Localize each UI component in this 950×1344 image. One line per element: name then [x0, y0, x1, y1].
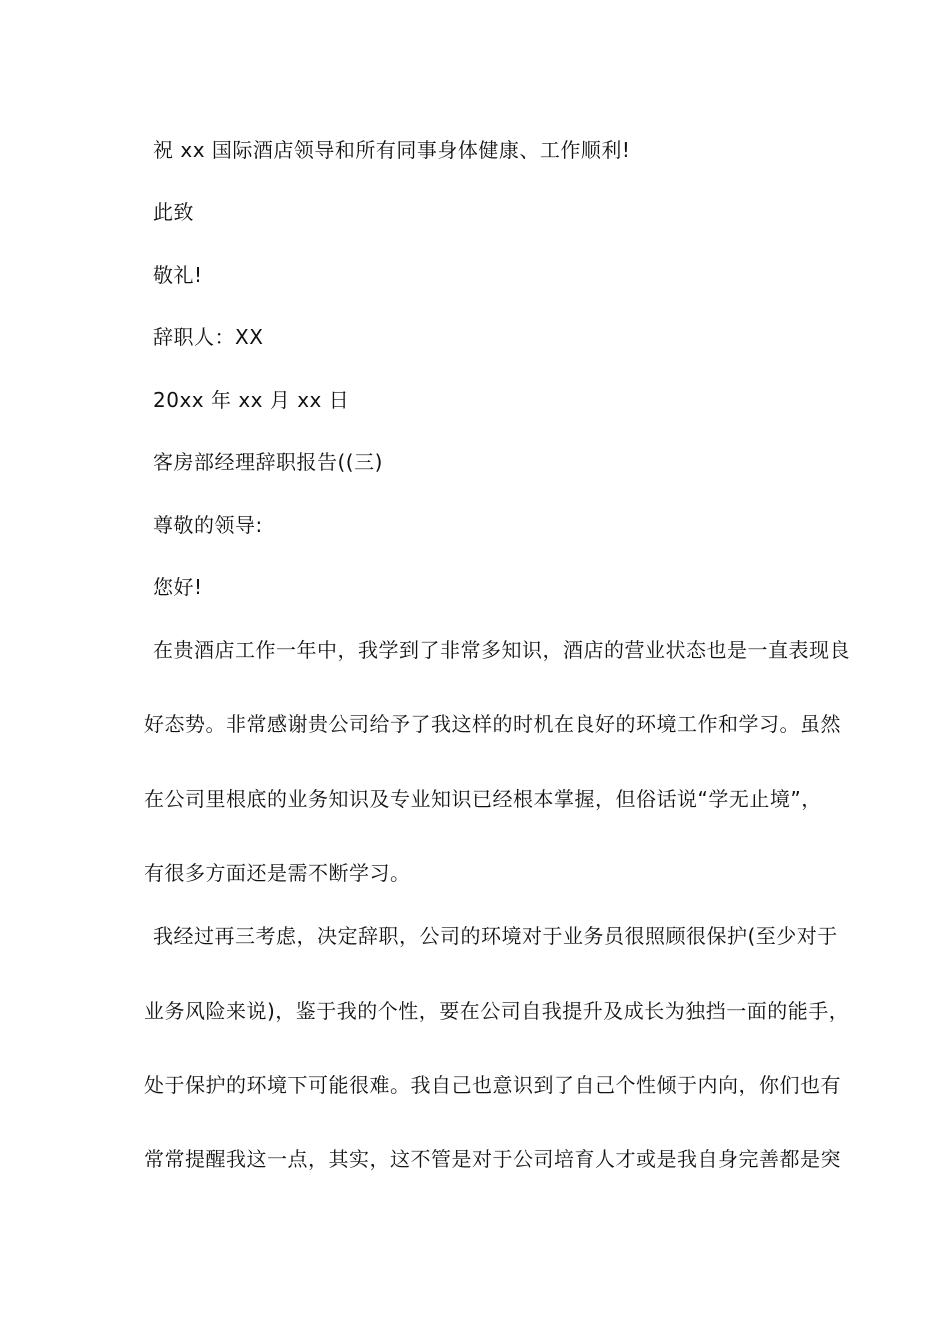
greeting: 您好! — [153, 575, 203, 599]
closing-wish: 祝 xx 国际酒店领导和所有同事身体健康、工作顺利! — [153, 138, 631, 162]
salutation: 尊敬的领导: — [153, 513, 263, 537]
paragraph-2-line-1: 我经过再三考虑，决定辞职，公司的环境对于业务员很照顾很保护(至少对于 — [153, 924, 838, 948]
paragraph-1-line-1: 在贵酒店工作一年中，我学到了非常多知识，酒店的营业状态也是一直表现良 — [153, 638, 850, 662]
paragraph-2-line-4: 常常提醒我这一点，其实，这不管是对于公司培育人才或是我自身完善都是突 — [144, 1147, 841, 1171]
paragraph-1-line-3: 在公司里根底的业务知识及专业知识已经根本掌握，但俗话说“学无止境”， — [144, 787, 822, 811]
date-line: 20xx 年 xx 月 xx 日 — [153, 388, 350, 412]
closing-regards-2: 敬礼! — [153, 263, 203, 287]
paragraph-1-line-2: 好态势。非常感谢贵公司给予了我这样的时机在良好的环境工作和学习。虽然 — [144, 712, 841, 736]
closing-regards-1: 此致 — [153, 200, 194, 224]
paragraph-2-line-3: 处于保护的环境下可能很难。我自己也意识到了自己个性倾于内向，你们也有 — [144, 1073, 841, 1097]
paragraph-1-line-4: 有很多方面还是需不断学习。 — [144, 861, 411, 885]
section-title: 客房部经理辞职报告((三) — [153, 450, 383, 474]
signer-line: 辞职人：XX — [153, 325, 264, 349]
paragraph-2-line-2: 业务风险来说)，鉴于我的个性，要在公司自我提升及成长为独挡一面的能手， — [144, 999, 850, 1023]
